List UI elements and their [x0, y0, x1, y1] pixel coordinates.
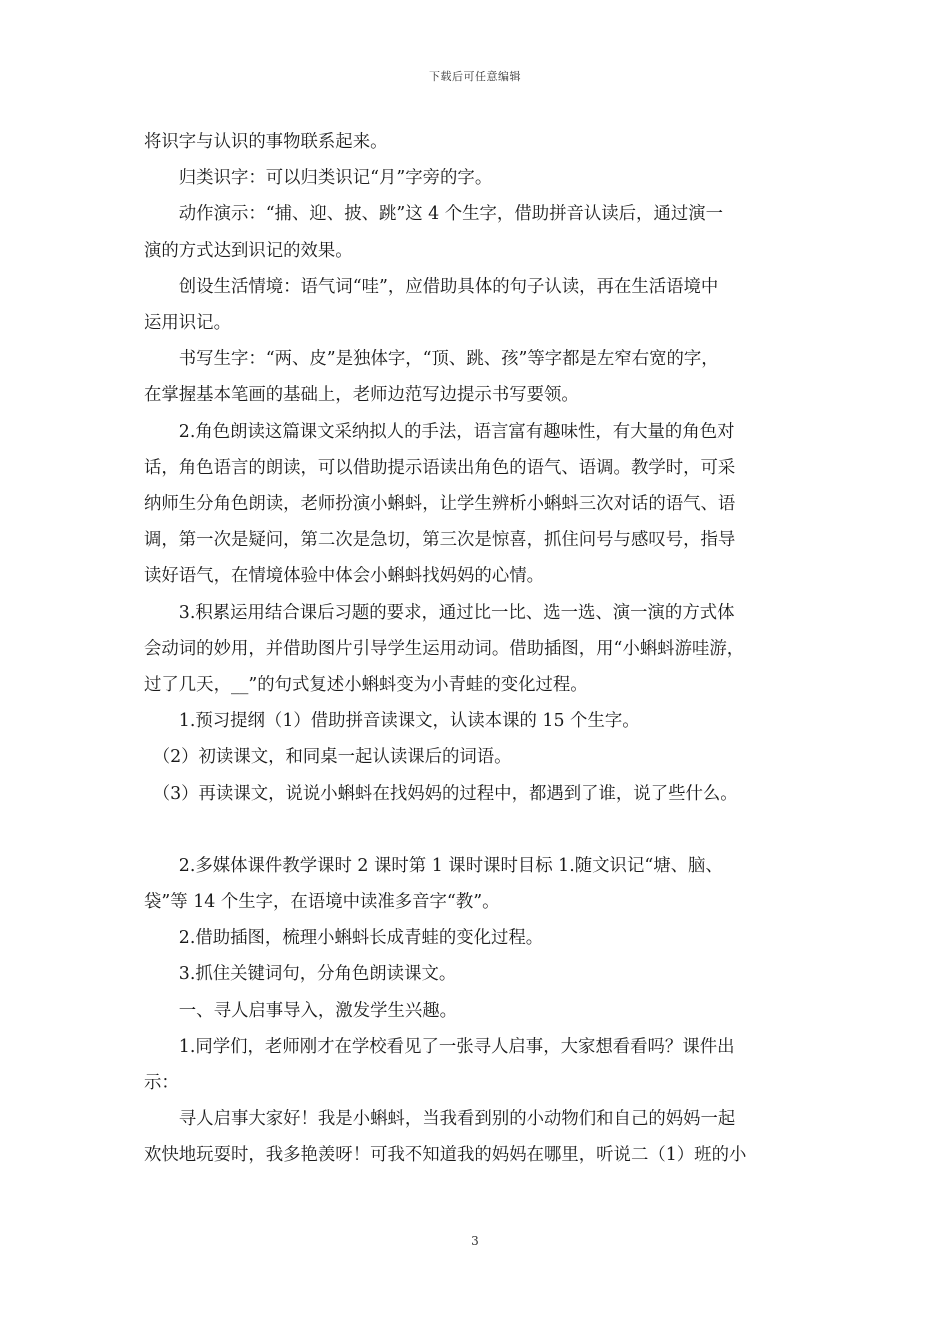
page-header: 下载后可任意编辑: [429, 70, 521, 83]
text-line: 归类识字：可以归类识记“月”字旁的字。: [144, 168, 493, 189]
text-line: 1.同学们，老师刚才在学校看见了一张寻人启事，大家想看看吗？课件出: [144, 1036, 735, 1057]
text-line: 调，第一次是疑问，第二次是急切，第三次是惊喜，抓住问号与感叹号，指导: [144, 530, 736, 551]
text-line: （3）再读课文，说说小蝌蚪在找妈妈的过程中，都遇到了谁，说了些什么。: [144, 783, 738, 804]
text-line: 3.积累运用结合课后习题的要求，通过比一比、选一选、演一演的方式体: [144, 602, 735, 623]
text-line: 创设生活情境：语气词“哇”，应借助具体的句子认读，再在生活语境中: [144, 276, 719, 297]
text-line: 读好语气，在情境体验中体会小蝌蚪找妈妈的心情。: [144, 566, 544, 587]
text-line: 会动词的妙用，并借助图片引导学生运用动词。借助插图，用“小蝌蚪游哇游，: [144, 638, 745, 659]
text-line: 过了几天，__”的句式复述小蝌蚪变为小青蛙的变化过程。: [144, 675, 588, 696]
text-line: 在掌握基本笔画的基础上，老师边范写边提示书写要领。: [144, 385, 579, 406]
text-line: 寻人启事大家好！我是小蝌蚪，当我看到别的小动物们和自己的妈妈一起: [144, 1109, 736, 1130]
text-line: 2.借助插图，梳理小蝌蚪长成青蛙的变化过程。: [144, 928, 544, 949]
text-line: 2.多媒体课件教学课时 2 课时第 1 课时课时目标 1.随文识记“塘、脑、: [144, 855, 723, 876]
text-line: 话，角色语言的朗读，可以借助提示语读出角色的语气、语调。教学时，可采: [144, 457, 736, 478]
text-line: 将识字与认识的事物联系起来。: [144, 132, 388, 152]
paragraph-gap: [144, 812, 824, 848]
document-body: [144, 124, 824, 1174]
text-line: 动作演示：“捕、迎、披、跳”这 4 个生字，借助拼音认读后，通过演一: [144, 204, 724, 225]
text-line: 书写生字：“两、皮”是独体字，“顶、跳、孩”等字都是左窄右宽的字，: [144, 349, 719, 370]
text-line: 一、寻人启事导入，激发学生兴趣。: [144, 1000, 458, 1021]
page-number: 3: [471, 1234, 479, 1248]
text-line: 演的方式达到识记的效果。: [144, 240, 353, 261]
text-line: 3.抓住关键词句，分角色朗读课文。: [144, 964, 457, 985]
text-line: 1.预习提纲（1）借助拼音读课文，认读本课的 15 个生字。: [144, 711, 640, 732]
text-line: （2）初读课文，和同桌一起认读课后的词语。: [144, 747, 512, 768]
text-line: 示：: [144, 1073, 179, 1094]
text-line: 欢快地玩耍时，我多艳羡呀！可我不知道我的妈妈在哪里，听说二（1）班的小: [144, 1145, 747, 1166]
text-line: 袋”等 14 个生字，在语境中读准多音字“教”。: [144, 892, 500, 913]
text-line: 纳师生分角色朗读，老师扮演小蝌蚪，让学生辨析小蝌蚪三次对话的语气、语: [144, 494, 736, 515]
text-line: 2.角色朗读这篇课文采纳拟人的手法，语言富有趣味性，有大量的角色对: [144, 421, 735, 442]
text-line: 运用识记。: [144, 313, 231, 334]
